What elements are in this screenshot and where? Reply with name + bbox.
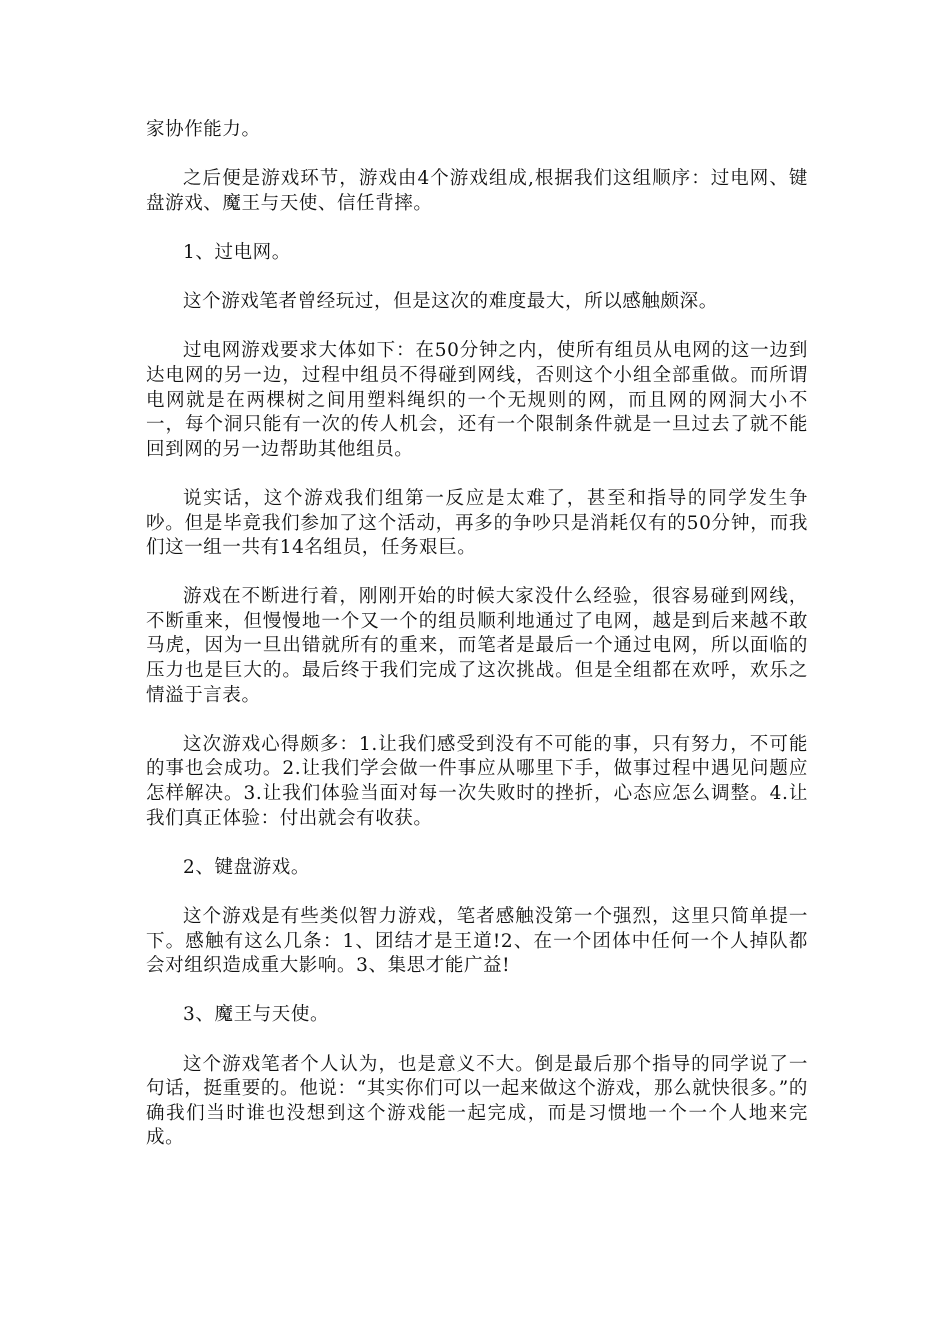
paragraph-game-intro: 之后便是游戏环节，游戏由4个游戏组成,根据我们这组顺序：过电网、键盘游戏、魔王与天使、信任背摔。: [146, 168, 808, 214]
section-heading-devil-and-angel: 3、魔王与天使。: [183, 1004, 330, 1026]
paragraph: 过电网游戏要求大体如下：在50分钟之内，使所有组员从电网的这一边到达电网的另一边，过程中组员不得碰到网线，否则这个小组全部重做。而所谓电网就是在两棵树之间用塑料绳织的一个无规则的网，而且网的网洞大小不一，每个洞只能有一次的传人机会，还有一个限制条件就是一旦过去了就不能回到网的另一边帮助其他组员。: [146, 340, 808, 460]
paragraph: 这个游戏是有些类似智力游戏，笔者感触没第一个强烈，这里只简单提一下。感触有这么几条：1、团结才是王道!2、在一个团体中任何一个人掉队都会对组织造成重大影响。3、集思才能广益!: [146, 906, 808, 977]
paragraph: 这次游戏心得颇多：1.让我们感受到没有不可能的事，只有努力，不可能的事也会成功。2.让我们学会做一件事应从哪里下手，做事过程中遇见问题应怎样解决。3.让我们体验当面对每一次失败时的挫折，心态应怎么调整。4.让我们真正体验：付出就会有收获。: [146, 733, 808, 829]
document-body: [146, 118, 808, 1176]
paragraph-continuation: 家协作能力。: [146, 119, 261, 140]
section-heading-electric-net: 1、过电网。: [183, 241, 291, 263]
paragraph: 这个游戏笔者个人认为，也是意义不大。倒是最后那个指导的同学说了一句话，挺重要的。他说：“其实你们可以一起来做这个游戏，那么就快很多。”的确我们当时谁也没想到这个游戏能一起完成，而是习惯地一个一个人地来完成。: [146, 1053, 808, 1149]
section-heading-keyboard-game: 2、键盘游戏。: [183, 856, 310, 878]
paragraph: 说实话，这个游戏我们组第一反应是太难了，甚至和指导的同学发生争吵。但是毕竟我们参加了这个活动，再多的争吵只是消耗仅有的50分钟，而我们这一组一共有14名组员，任务艰巨。: [146, 487, 808, 559]
paragraph: 这个游戏笔者曾经玩过，但是这次的难度最大，所以感触颇深。: [183, 291, 718, 313]
paragraph: 游戏在不断进行着，刚刚开始的时候大家没什么经验，很容易碰到网线，不断重来，但慢慢地一个又一个的组员顺利地通过了电网，越是到后来越不敢马虎，因为一旦出错就所有的重来，而笔者是最后一个通过电网，所以面临的压力也是巨大的。最后终于我们完成了这次挑战。但是全组都在欢呼，欢乐之情溢于言表。: [146, 586, 808, 706]
